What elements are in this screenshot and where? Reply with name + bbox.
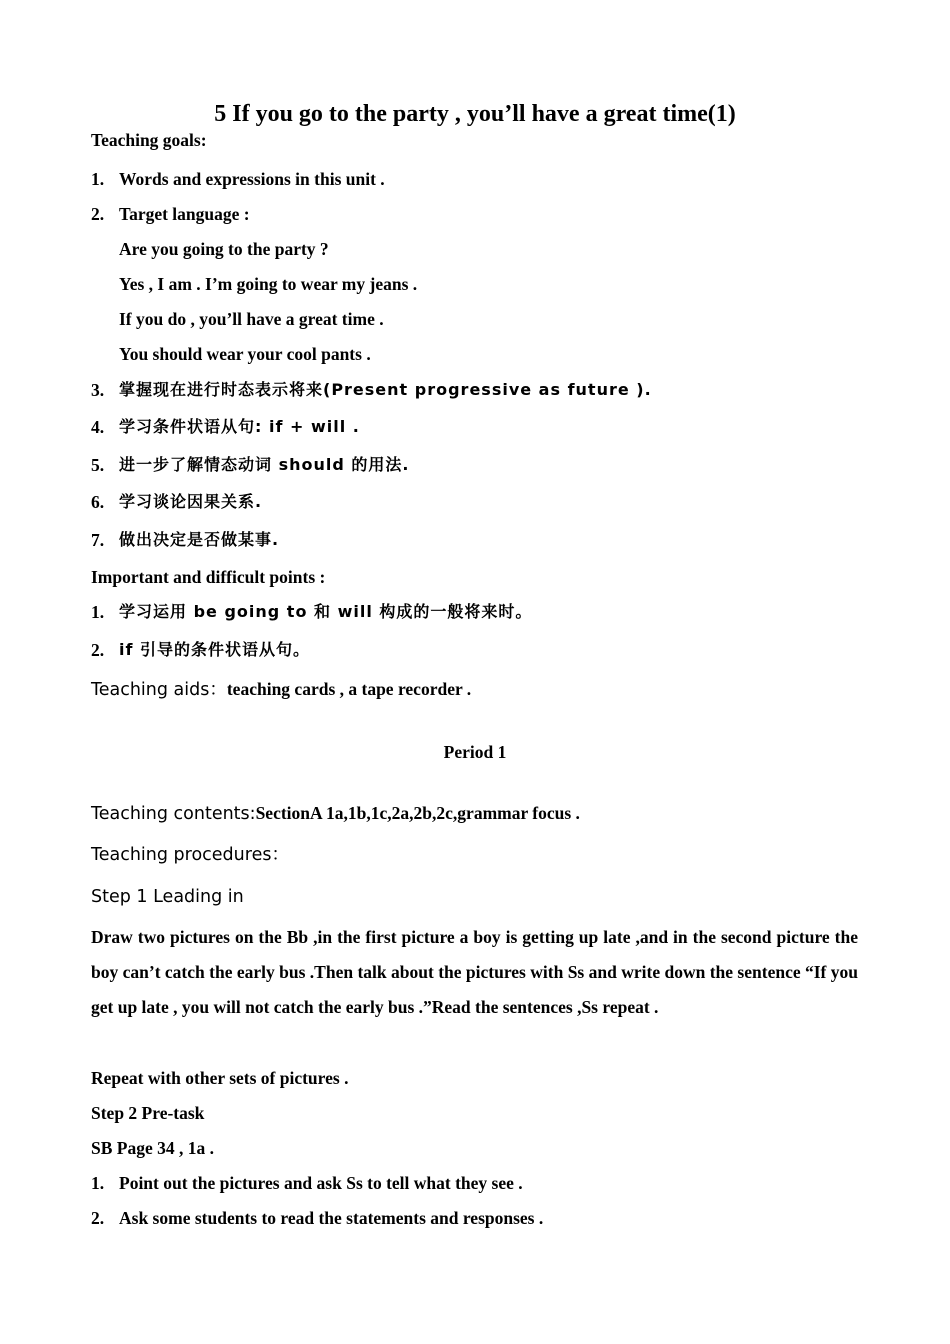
period-heading: Period 1 [443, 742, 507, 762]
target-sentence: Are you going to the party ? [119, 239, 329, 259]
important-point-text: 学习运用 be going to 和 will 构成的一般将来时。 [119, 602, 533, 621]
goal-text: 掌握现在进行时态表示将来(Present progressive as future ). [119, 380, 652, 399]
step2-item-number: 2. [91, 1208, 105, 1228]
teaching-goals-heading: Teaching goals: [91, 130, 207, 150]
step2-item-text: Ask some students to read the statements and responses . [119, 1208, 544, 1228]
step2-item-text: Point out the pictures and ask Ss to tell what they see . [119, 1173, 523, 1193]
important-points-heading: Important and difficult points : [91, 567, 326, 587]
step1-heading: Step 1 Leading in [91, 887, 244, 907]
sb-page-reference: SB Page 34 , 1a . [91, 1138, 214, 1158]
goal-text: 学习谈论因果关系. [119, 492, 263, 511]
goal-number: 7. [91, 530, 105, 550]
teaching-contents [91, 801, 580, 826]
important-point-number: 2. [91, 640, 105, 660]
document-title: 5 If you go to the party , you’ll have a great time(1) [214, 101, 736, 127]
goal-number: 1. [91, 169, 105, 189]
step2-heading: Step 2 Pre-task [91, 1103, 205, 1123]
repeat-line: Repeat with other sets of pictures . [91, 1068, 349, 1088]
goal-number: 5. [91, 455, 105, 475]
important-point-number: 1. [91, 602, 105, 622]
goal-text: Target language : [119, 204, 250, 224]
goal-text: Words and expressions in this unit . [119, 169, 385, 189]
step2-item-number: 1. [91, 1173, 105, 1193]
target-sentence: You should wear your cool pants . [119, 344, 371, 364]
goal-number: 2. [91, 204, 105, 224]
target-sentence: Yes , I am . I’m going to wear my jeans . [119, 274, 418, 294]
goal-number: 6. [91, 492, 105, 512]
teaching-aids [91, 677, 471, 702]
teaching-contents-value: SectionA 1a,1b,1c,2a,2b,2c,grammar focus . [255, 803, 580, 823]
target-sentence: If you do , you’ll have a great time . [119, 309, 384, 329]
goal-text: 做出决定是否做某事. [119, 530, 280, 549]
teaching-aids-value: teaching cards , a tape recorder . [226, 679, 472, 699]
goal-text: 学习条件状语从句: if + will . [119, 417, 360, 436]
goal-number: 4. [91, 417, 105, 437]
teaching-aids-label: Teaching aids： [91, 680, 227, 700]
important-point-text: if 引导的条件状语从句。 [119, 640, 311, 659]
goal-number: 3. [91, 380, 105, 400]
teaching-procedures-heading: Teaching procedures： [91, 845, 289, 865]
teaching-contents-label: Teaching contents: [91, 804, 256, 824]
goal-text: 进一步了解情态动词 should 的用法. [119, 455, 410, 474]
step1-paragraph: Draw two pictures on the Bb ,in the first picture a boy is getting up late ,and in the second picture the boy can’t catch the early bus .Then talk about the pictures with Ss and write down the sentence “If you get up late , you will not catch the early bus .”Read the sentences ,Ss repeat . [91, 927, 858, 1017]
